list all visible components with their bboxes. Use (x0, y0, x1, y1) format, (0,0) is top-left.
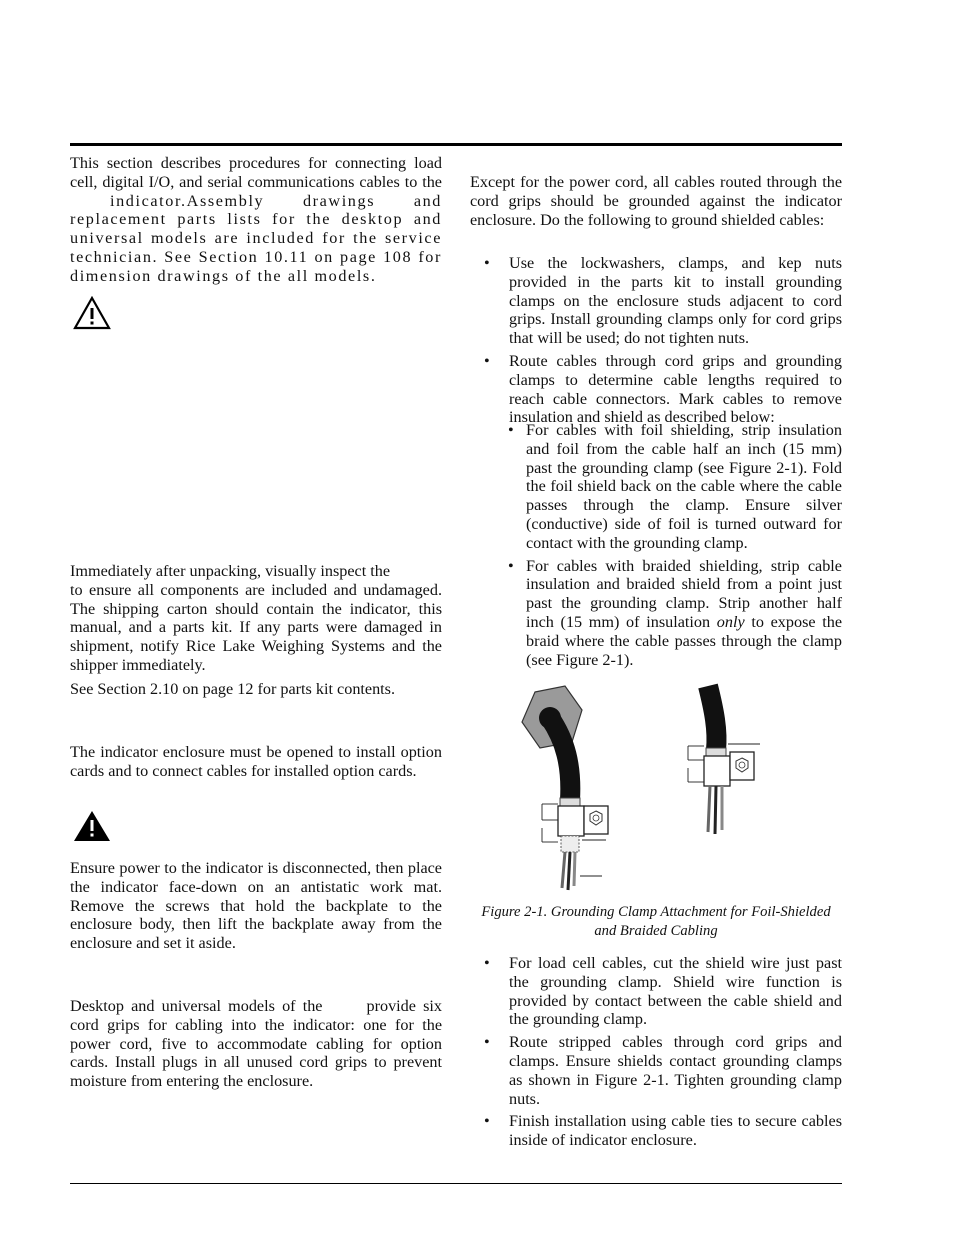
bullet-text: Route cables through cord grips and grounding clamps to determine cable lengths required to reach cable connectors. Mark cables to remove insulation and shield as described below: (509, 351, 842, 427)
unpacking-text-1: Immediately after unpacking, visually inspect the (70, 562, 391, 580)
caption-line-1: Figure 2-1. Grounding Clamp Attachment for Foil-Shielded (481, 904, 831, 920)
unpacking-paragraph (70, 562, 442, 675)
bullet-text: Use the lockwashers, clamps, and kep nuts provided in the parts kit to install grounding clamps on the enclosure studs adjacent to cord grips. Install grounding clamps only for cord grips that will be used; do not tighten nuts. (509, 254, 842, 348)
backplate-paragraph: Ensure power to the indicator is disconnected, then place the indicator face-down on an antistatic work mat. Remove the screws that hold the backplate to the enclosure body, then lift the backplate away from the enclosure and set it aside. (70, 859, 442, 953)
bullet-text: For load cell cables, cut the shield wire just past the grounding clamp. Shield wire function is provided by contact between the cable shield and the grounding clamp. (509, 954, 842, 1029)
list-item (470, 1033, 842, 1108)
list-item (470, 1112, 842, 1150)
figure-caption (470, 903, 842, 941)
grounding-steps-list (470, 254, 842, 427)
list-item (470, 557, 842, 670)
cord-text-1: Desktop and universal models of the (70, 997, 323, 1015)
shield-type-list (470, 421, 842, 669)
list-item (470, 421, 842, 553)
list-item (470, 254, 842, 348)
bullet-text: Route stripped cables through cord grips and clamps. Ensure shields contact grounding clamps as shown in Figure 2-1. Tighten grounding clamp nuts. (509, 1033, 842, 1108)
braided-shielded-cable-drawing (688, 686, 760, 834)
emphasis-text: only (716, 612, 745, 631)
intro-text-1: This section describes procedures for connecting load cell, digital I/O, and serial communications cables to the (70, 154, 442, 191)
cord-text-2: provide six cord grips for cabling into the indicator: one for the power cord, five to accommodate cabling for option cards. Install plugs in all unused cord grips to prevent moisture from entering the enclosure. (70, 997, 442, 1091)
intro-paragraph (70, 154, 442, 286)
intro-text-2: indicator.Assembly drawings and replacement parts lists for the desktop and universal models are included for the service technician. See Section 10.11 on page 108 for dimension drawings of the all models. (70, 191, 442, 285)
warning-icon (73, 810, 111, 847)
parts-kit-reference: See Section 2.10 on page 12 for parts kit contents. (70, 680, 396, 698)
cord-grips-paragraph (70, 997, 442, 1091)
enclosure-paragraph: The indicator enclosure must be opened to install option cards and to connect cables for installed option cards. (70, 743, 442, 780)
sub-bullet-text: to expose the braid where the cable passes through the clamp (see Figure 2-1). (526, 612, 843, 669)
unpacking-text-2: to ensure all components are included and undamaged. The shipping carton should contain the indicator, this manual, and a parts kit. If any parts were damaged in shipment, notify Rice Lake Weighing Systems and the shipper immediately. (70, 580, 442, 674)
caption-line-2: and Braided Cabling (594, 923, 718, 939)
grounding-clamp-figure (510, 680, 790, 895)
header-rule (70, 143, 842, 146)
grounding-intro: Except for the power cord, all cables routed through the cord grips should be grounded against the indicator enclosure. Do the following to ground shielded cables: (470, 173, 842, 229)
sub-bullet-text: For cables with braided shielding, strip cable insulation and braided shield from a point just past the grounding clamp. Strip another half inch (15 mm) of insulation (526, 556, 842, 631)
grounding-final-steps-list (470, 954, 842, 1150)
footer-rule (70, 1183, 842, 1184)
sub-bullet-text: For cables with foil shielding, strip insulation and foil from the cable half an inch (15 mm) past the grounding clamp (see Figure 2-1). Fold the foil shield back on the cable where the cable passes through the clamp. Ensure silver (conductive) side of foil is turned outward for contact with the grounding clamp. (526, 421, 842, 552)
list-item (470, 954, 842, 1029)
bullet-text: Finish installation using cable ties to secure cables inside of indicator enclosure. (509, 1112, 842, 1150)
foil-shielded-cable-drawing (522, 686, 608, 890)
caution-icon (73, 296, 111, 335)
list-item (470, 352, 842, 427)
